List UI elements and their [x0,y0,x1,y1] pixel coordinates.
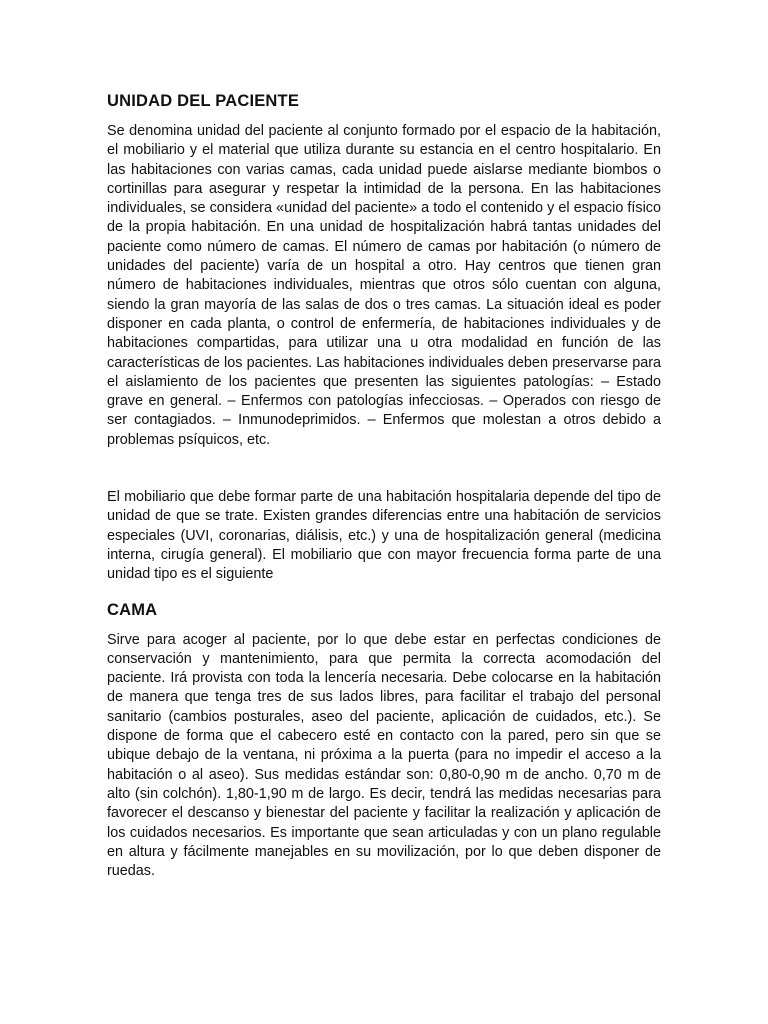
section-heading-cama: CAMA [107,600,158,619]
document-body [107,88,661,881]
section-heading-unidad-del-paciente: UNIDAD DEL PACIENTE [107,92,300,110]
paragraph-unidad-definition: Se denomina unidad del paciente al conjunto formado por el espacio de la habitación, el mobiliario y el material que utiliza durante su estancia en el centro hospitalario. En las habitaciones con varias camas, cada unidad puede aislarse mediante biombos o cortinillas para asegurar y respetar la intimidad de la persona. En las habitaciones individuales, se considera «unidad del paciente» a todo el contenido y el espacio físico de la propia habitación. En una unidad de hospitalización habrá tantas unidades del paciente como número de camas. El número de camas por habitación (o número de unidades del paciente) varía de un hospital a otro. Hay centros que tienen gran número de habitaciones individuales, mientras que otros sólo cuentan con alguna, siendo la gran mayoría de las salas de dos o tres camas. La situación ideal es poder disponer en cada planta, o control de enfermería, de habitaciones individuales y de habitaciones compartidas, para utilizar una u otra modalidad en función de las características de los pacientes. Las habitaciones individuales deben preservarse para el aislamiento de los pacientes que presenten las siguientes patologías: – Estado grave en general. – Enfermos con patologías infecciosas. – Operados con riesgo de ser contagiados. – Inmunodeprimidos. – Enfermos que molestan a otros debido a problemas psíquicos, etc. [107,123,661,448]
paragraph-cama: Sirve para acoger al paciente, por lo que debe estar en perfectas condiciones de conservación y mantenimiento, para que permita la correcta acomodación del paciente. Irá provista con toda la lencería necesaria. Debe colocarse en la habitación de manera que tenga tres de sus lados libres, para facilitar el trabajo del personal sanitario (cambios posturales, aseo del paciente, aplicación de cuidados, etc.). Se dispone de forma que el cabecero esté en contacto con la pared, pero sin que se ubique debajo de la ventana, ni próxima a la puerta (para no impedir el acceso a la habitación o al aseo). Sus medidas estándar son: 0,80-0,90 m de ancho. 0,70 m de alto (sin colchón). 1,80-1,90 m de largo. Es decir, tendrá las medidas necesarias para favorecer el descanso y bienestar del paciente y facilitar la realización y aplicación de los cuidados necesarios. Es importante que sean articuladas y con un plano regulable en altura y fácilmente manejables en su movilización, por lo que deben disponer de ruedas. [107,631,661,880]
paragraph-mobiliario: El mobiliario que debe formar parte de una habitación hospitalaria depende del tipo de unidad de que se trate. Existen grandes diferencias entre una habitación de servicios especiales (UVI, coronarias, diálisis, etc.) y una de hospitalización general (medicina interna, cirugía general). El mobiliario que con mayor frecuencia forma parte de una unidad tipo es el siguiente [107,489,661,583]
